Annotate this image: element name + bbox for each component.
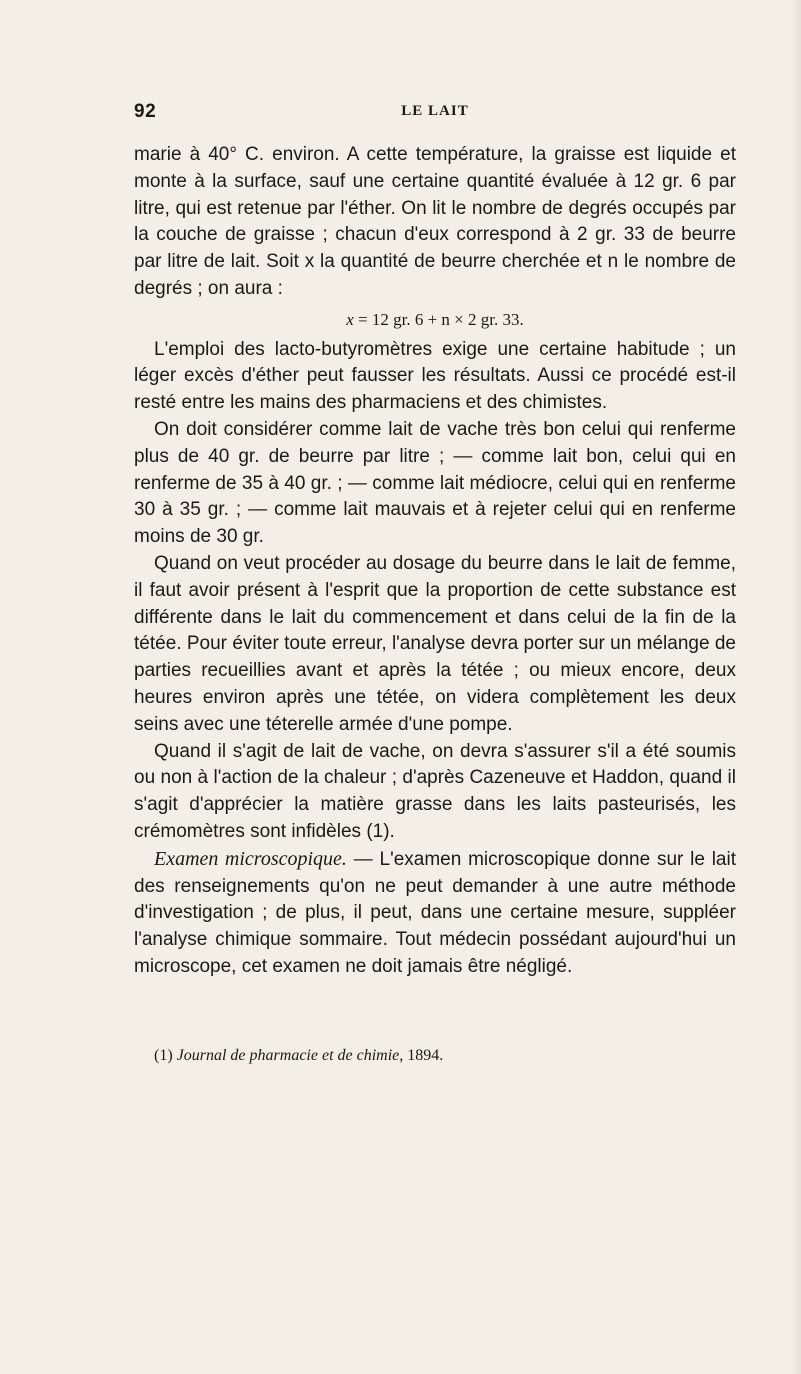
section-heading: Examen microscopique. [154,847,347,870]
formula-expression: = 12 gr. 6 + n × 2 gr. 33. [358,309,524,329]
page-header [134,101,736,127]
running-head: LE LAIT [401,103,469,119]
paragraph-3: On doit considérer comme lait de vache très bon celui qui renferme plus de 40 gr. de beurre par litre ; — comme lait bon, celui qui en renferme de 35 à 40 gr. ; — comme lait médiocre, celui qui en renferme 30 à 35 gr. ; — comme lait mauvais et à rejeter celui qui en renferme moins de 30 gr. [134,418,736,548]
paragraph-6 [134,846,736,981]
footnote [154,1047,736,1065]
footnote-source: Journal de pharmacie et de chimie [176,1047,400,1064]
paragraph-1: marie à 40° C. environ. A cette température, la graisse est liquide et monte à la surface, sauf une certaine quantité évaluée à 12 gr. 6 par litre, qui est retenue par l'éther. On lit le nombre de degrés occupés par la couche de graisse ; chacun d'eux correspond à 2 gr. 33 de beurre par litre de lait. Soit x la quantité de beurre cherchée et n le nombre de degrés ; on aura : [134,144,736,299]
paragraph-2: L'emploi des lacto-butyromètres exige une certaine habitude ; un léger excès d'éther peut fausser les résultats. Aussi ce procédé est-il resté entre les mains des pharmaciens et des chimistes. [134,338,736,414]
paragraph-6-text: — L'examen microscopique donne sur le lait des renseignements qu'on ne peut demander à une autre méthode d'investigation ; de plus, il peut, dans une certaine mesure, suppléer l'analyse chimique sommaire. Tout médecin possédant aujourd'hui un microscope, cet examen ne doit jamais être négligé. [134,848,736,977]
body-text [134,142,736,981]
paragraph-5: Quand il s'agit de lait de vache, on devra s'assurer s'il a été soumis ou non à l'action de la chaleur ; d'après Cazeneuve et Haddon, quand il s'agit d'apprécier la matière grasse dans les laits pasteurisés, les crémomètres sont infidèles (1). [134,740,736,842]
formula [134,307,736,334]
footnote-year: , 1894. [399,1047,444,1064]
formula-variable: x [346,309,354,329]
page-edge-shadow [791,0,801,1374]
page-number: 92 [134,101,157,122]
paragraph-4: Quand on veut procéder au dosage du beurre dans le lait de femme, il faut avoir présent à l'esprit que la proportion de cette substance est différente dans le lait du commencement et dans celui de la fin de la tétée. Pour éviter toute erreur, l'analyse devra porter sur un mélange de parties recueillies avant et après la tétée ; ou mieux encore, deux heures environ après une tétée, on videra complètement les deux seins avec une téterelle armée d'une pompe. [134,552,736,735]
footnote-marker: (1) [154,1047,177,1064]
